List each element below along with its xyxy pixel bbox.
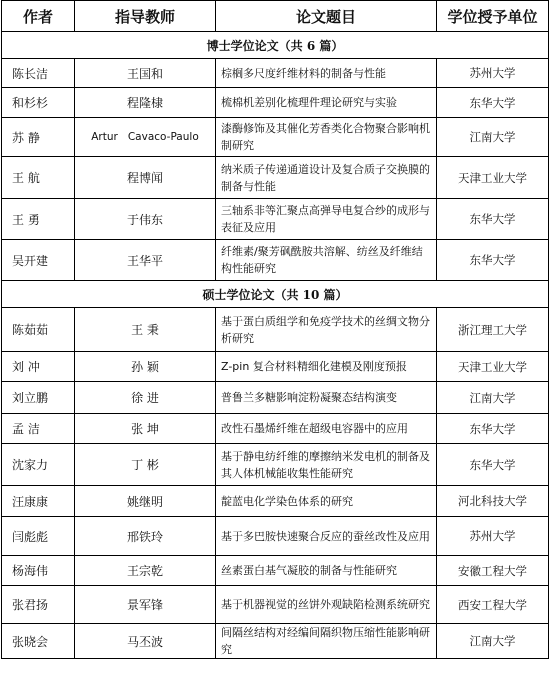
table-row	[2, 118, 549, 157]
cell-school: 江南大学	[437, 624, 549, 659]
table-row	[2, 586, 549, 624]
table-row	[2, 517, 549, 556]
cell-author: 闫彪彪	[2, 517, 75, 556]
cell-title: 基于机器视觉的丝饼外观缺陷检测系统研究	[216, 586, 437, 624]
cell-title: 三轴系非等汇聚点高弹导电复合纱的成形与表征及应用	[216, 199, 437, 240]
section-row-doctoral	[2, 32, 549, 59]
cell-author: 吴开建	[2, 240, 75, 281]
cell-advisor: 王宗乾	[75, 556, 216, 586]
cell-advisor: 王国和	[75, 59, 216, 88]
section-row-masters	[2, 281, 549, 308]
cell-author: 沈家力	[2, 444, 75, 486]
cell-school: 浙江理工大学	[437, 308, 549, 352]
cell-school: 河北科技大学	[437, 486, 549, 517]
table-row	[2, 199, 549, 240]
table-body	[2, 32, 549, 659]
cell-advisor: 程博闻	[75, 157, 216, 199]
cell-school: 苏州大学	[437, 517, 549, 556]
cell-advisor: 景军锋	[75, 586, 216, 624]
table-row	[2, 157, 549, 199]
cell-advisor: 马丕波	[75, 624, 216, 659]
cell-advisor: 王华平	[75, 240, 216, 281]
table-row	[2, 88, 549, 118]
cell-advisor: 邢铁玲	[75, 517, 216, 556]
header-advisor: 指导教师	[75, 1, 216, 32]
header-school: 学位授予单位	[437, 1, 549, 32]
cell-advisor: 王 秉	[75, 308, 216, 352]
cell-title: 基于蛋白质组学和免疫学技术的丝绸文物分析研究	[216, 308, 437, 352]
cell-title: 纤维素/聚芳砜酰胺共溶解、纺丝及纤维结构性能研究	[216, 240, 437, 281]
cell-title: 靛蓝电化学染色体系的研究	[216, 486, 437, 517]
table-row	[2, 414, 549, 444]
cell-author: 陈长洁	[2, 59, 75, 88]
table-row	[2, 59, 549, 88]
cell-title: 漆酶修饰及其催化芳香类化合物聚合影响机制研究	[216, 118, 437, 157]
cell-author: 陈茹茹	[2, 308, 75, 352]
cell-advisor: 姚继明	[75, 486, 216, 517]
cell-advisor: 于伟东	[75, 199, 216, 240]
cell-author: 和杉杉	[2, 88, 75, 118]
cell-advisor: 徐 进	[75, 382, 216, 414]
header-author: 作者	[2, 1, 75, 32]
header-row	[2, 1, 549, 32]
cell-author: 王 航	[2, 157, 75, 199]
cell-school: 安徽工程大学	[437, 556, 549, 586]
cell-school: 东华大学	[437, 199, 549, 240]
cell-author: 张君扬	[2, 586, 75, 624]
cell-school: 江南大学	[437, 118, 549, 157]
table-row	[2, 382, 549, 414]
cell-school: 东华大学	[437, 240, 549, 281]
cell-title: 基于多巴胺快速聚合反应的蚕丝改性及应用	[216, 517, 437, 556]
cell-school: 西安工程大学	[437, 586, 549, 624]
cell-author: 刘 冲	[2, 352, 75, 382]
cell-author: 张晓会	[2, 624, 75, 659]
cell-title: 丝素蛋白基气凝胶的制备与性能研究	[216, 556, 437, 586]
cell-school: 苏州大学	[437, 59, 549, 88]
cell-title: 纳米质子传递通道设计及复合质子交换膜的制备与性能	[216, 157, 437, 199]
cell-advisor: 孙 颖	[75, 352, 216, 382]
cell-school: 天津工业大学	[437, 157, 549, 199]
cell-advisor: 张 坤	[75, 414, 216, 444]
table-header	[2, 1, 549, 32]
table-row	[2, 624, 549, 659]
cell-title: 棕榈多尺度纤维材料的制备与性能	[216, 59, 437, 88]
cell-author: 王 勇	[2, 199, 75, 240]
header-title: 论文题目	[216, 1, 437, 32]
cell-author: 刘立鹏	[2, 382, 75, 414]
table-row	[2, 240, 549, 281]
section-title: 博士学位论文（共 6 篇）	[2, 32, 549, 59]
cell-school: 东华大学	[437, 444, 549, 486]
table-row	[2, 486, 549, 517]
table-row	[2, 308, 549, 352]
cell-author: 苏 静	[2, 118, 75, 157]
cell-advisor: 程隆棣	[75, 88, 216, 118]
cell-school: 天津工业大学	[437, 352, 549, 382]
cell-school: 东华大学	[437, 88, 549, 118]
cell-title: 改性石墨烯纤维在超级电容器中的应用	[216, 414, 437, 444]
cell-author: 杨海伟	[2, 556, 75, 586]
cell-title: Z-pin 复合材料精细化建模及刚度预报	[216, 352, 437, 382]
cell-author: 汪康康	[2, 486, 75, 517]
cell-author: 孟 洁	[2, 414, 75, 444]
table-row	[2, 352, 549, 382]
section-title: 硕士学位论文（共 10 篇）	[2, 281, 549, 308]
table-row	[2, 556, 549, 586]
cell-school: 江南大学	[437, 382, 549, 414]
cell-title: 基于静电纺纤维的摩擦纳米发电机的制备及其人体机械能收集性能研究	[216, 444, 437, 486]
cell-advisor: 丁 彬	[75, 444, 216, 486]
thesis-table	[1, 0, 549, 659]
cell-title: 普鲁兰多糖影响淀粉凝聚态结构演变	[216, 382, 437, 414]
cell-school: 东华大学	[437, 414, 549, 444]
cell-advisor: Artur Cavaco-Paulo	[75, 118, 216, 157]
cell-title: 梳棉机差别化梳理件理论研究与实验	[216, 88, 437, 118]
table-row	[2, 444, 549, 486]
cell-title: 间隔丝结构对经编间隔织物压缩性能影响研究	[216, 624, 437, 659]
